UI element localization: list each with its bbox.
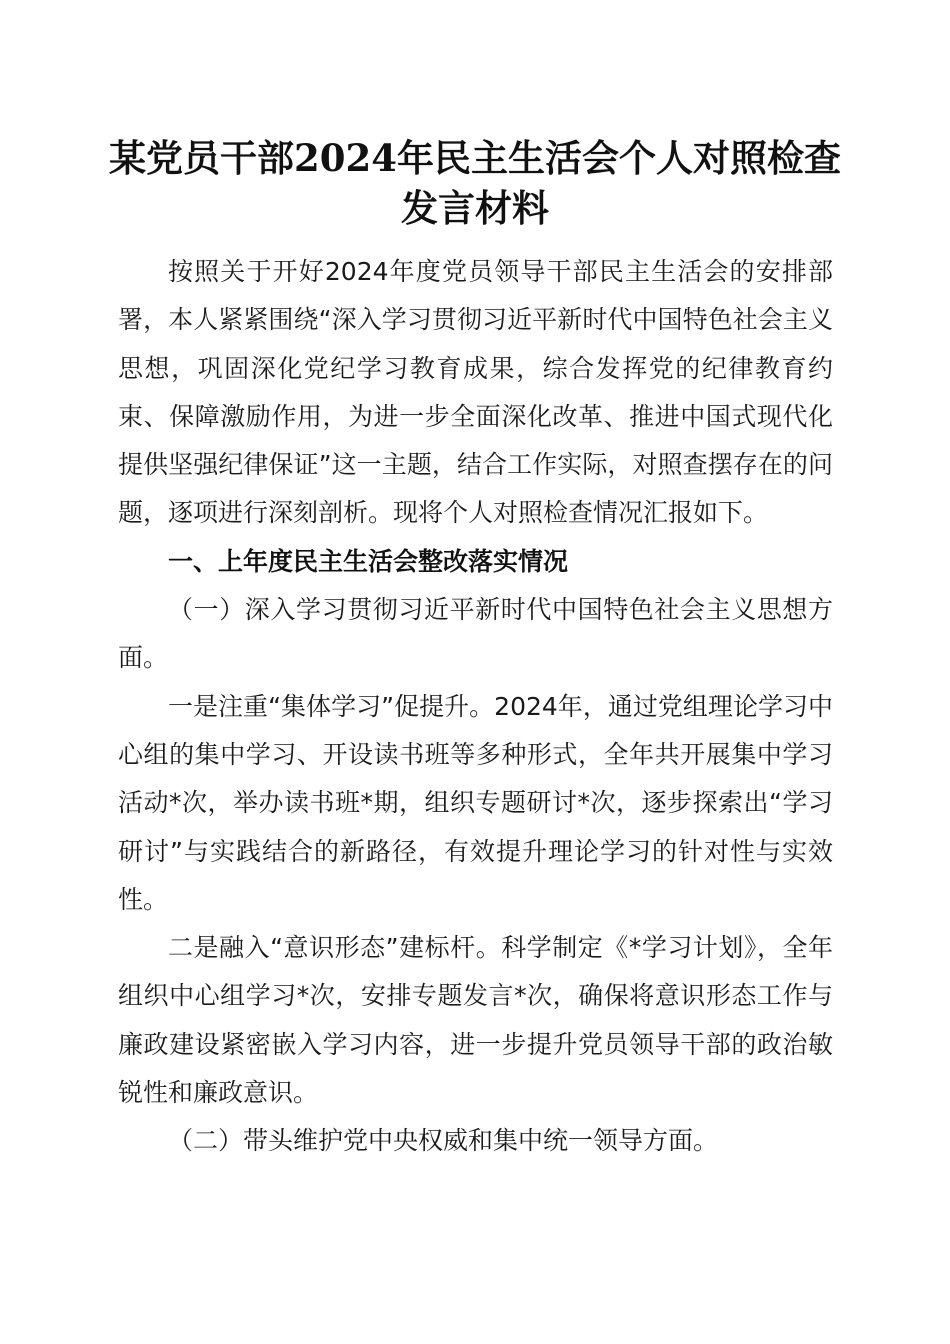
- document-title: [100, 133, 850, 233]
- body-paragraph: 二是融入“意识形态”建标杆。科学制定《*学习计划》，全年组织中心组学习*次，安排专题发言*次，确保将意识形态工作与廉政建设紧密嵌入学习内容，进一步提升党员领导干部的政治敏锐性和廉政意识。: [118, 933, 833, 1108]
- title-line-1: 某党员干部2024年民主生活会个人对照检查: [109, 136, 841, 180]
- section-heading-1: 一、上年度民主生活会整改落实情况: [168, 546, 569, 576]
- document-body: [118, 248, 833, 1166]
- intro-paragraph: 按照关于开好2024年度党员领导干部民主生活会的安排部署，本人紧紧围绕“深入学习贯彻习近平新时代中国特色社会主义思想，巩固深化党纪学习教育成果，综合发挥党的纪律教育约束、保障激励作用，为进一步全面深化改革、推进中国式现代化提供坚强纪律保证”这一主题，结合工作实际，对照查摆存在的问题，逐项进行深刻剖析。现将个人对照检查情况汇报如下。: [118, 257, 833, 528]
- body-paragraph: 一是注重“集体学习”促提升。2024年，通过党组理论学习中心组的集中学习、开设读书班等多种形式，全年共开展集中学习活动*次，举办读书班*期，组织专题研讨*次，逐步探索出“学习研讨”与实践结合的新路径，有效提升理论学习的针对性与实效性。: [118, 691, 833, 914]
- subsection-heading-2: （二）带头维护党中央权威和集中统一领导方面。: [168, 1126, 719, 1156]
- title-line-2: 发言材料: [401, 186, 549, 230]
- subsection-heading-1: （一）深入学习贯彻习近平新时代中国特色社会主义思想方面。: [118, 595, 833, 673]
